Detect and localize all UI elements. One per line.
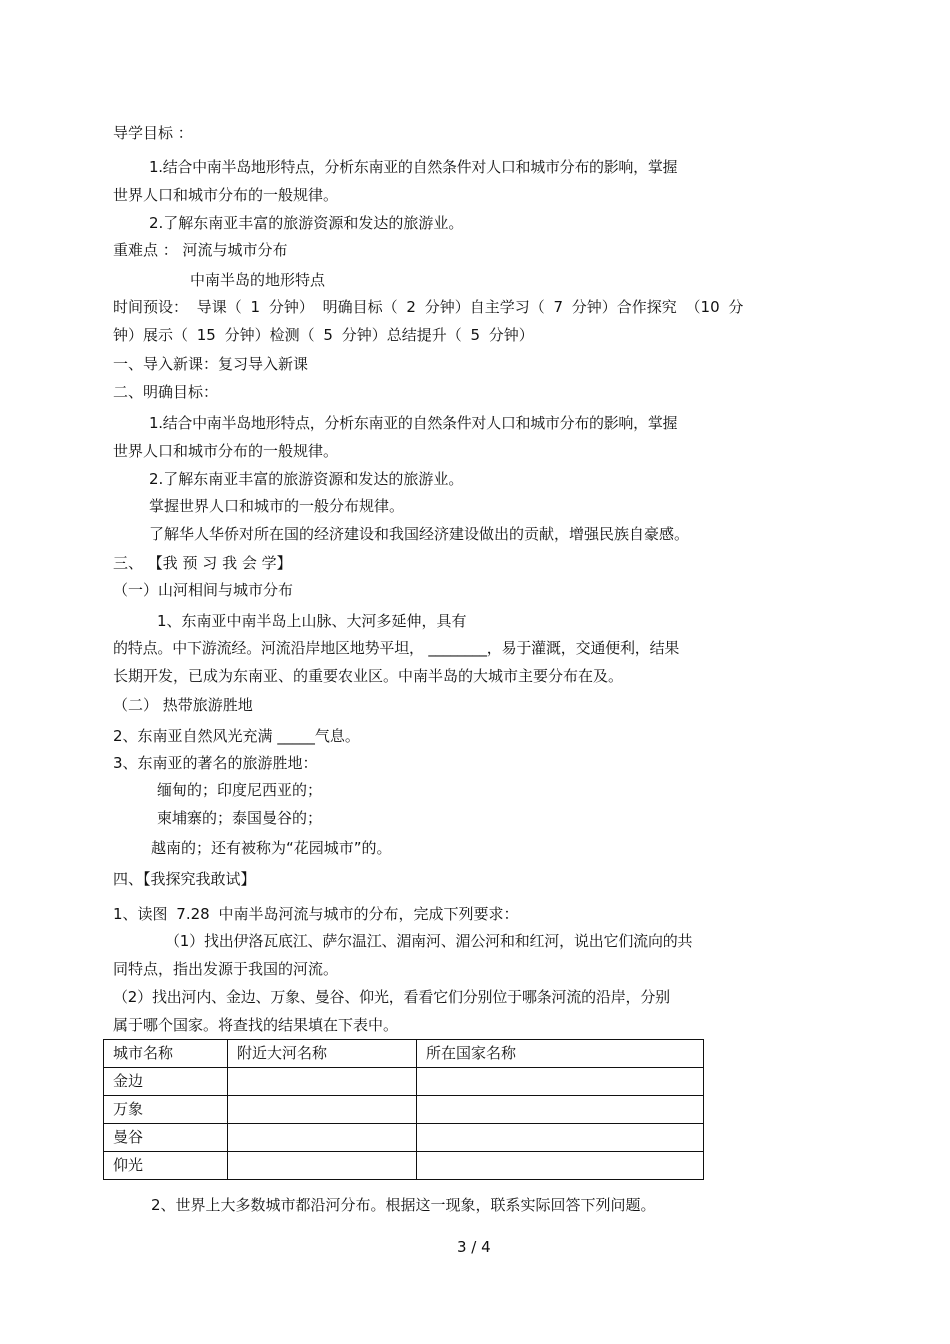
city-cell: 仰光	[104, 1152, 228, 1180]
river-cell[interactable]	[228, 1068, 417, 1096]
table-row	[104, 1152, 704, 1180]
country-cell[interactable]	[417, 1068, 704, 1096]
city-cell: 万象	[104, 1096, 228, 1124]
question-2: 2、东南亚自然风光充满 _____气息。	[113, 727, 360, 745]
section-2-objective-2: 2.了解东南亚丰富的旅游资源和发达的旅游业。	[149, 470, 464, 488]
explore-task-1-part-1-cont: 同特点，指出发源于我国的河流。	[113, 960, 339, 978]
city-river-table	[103, 1039, 704, 1180]
heading-guide-objectives: 导学目标 ：	[113, 124, 193, 142]
explore-task-1-part-1: （1）找出伊洛瓦底江、萨尔温江、湄南河、湄公河和和红河，说出它们流向的共	[165, 932, 693, 950]
subsection-1-title: （一）山河相间与城市分布	[113, 581, 294, 599]
objective-2: 2.了解东南亚丰富的旅游资源和发达的旅游业。	[149, 214, 464, 232]
table-row	[104, 1124, 704, 1152]
explore-task-1: 1、读图 7.28 中南半岛河流与城市的分布，完成下列要求：	[113, 905, 519, 923]
explore-task-1-part-2: （2）找出河内、金边、万象、曼谷、仰光，看看它们分别位于哪条河流的沿岸，分别	[113, 988, 670, 1006]
section-1-intro: 一、导入新课：复习导入新课	[113, 355, 309, 373]
explore-task-1-part-2-cont: 属于哪个国家。将查找的结果填在下表中。	[113, 1016, 399, 1034]
subsection-2-title: （二） 热带旅游胜地	[113, 696, 253, 714]
objective-1-cont: 世界人口和城市分布的一般规律。	[113, 186, 339, 204]
explore-task-2: 2、世界上大多数城市都沿河分布。根据这一现象，联系实际回答下列问题。	[151, 1196, 656, 1214]
river-cell[interactable]	[228, 1152, 417, 1180]
question-1-cont-2: 长期开发，已成为东南亚、的重要农业区。中南半岛的大城市主要分布在及。	[113, 667, 624, 685]
section-2-objective-1-cont: 世界人口和城市分布的一般规律。	[113, 442, 339, 460]
country-cell[interactable]	[417, 1152, 704, 1180]
river-cell[interactable]	[228, 1124, 417, 1152]
header-city-name: 城市名称	[104, 1040, 228, 1068]
page-number: 3 / 4	[457, 1238, 491, 1256]
city-cell: 曼谷	[104, 1124, 228, 1152]
header-river-name: 附近大河名称	[228, 1040, 417, 1068]
country-cell[interactable]	[417, 1124, 704, 1152]
section-2-objective-4: 了解华人华侨对所在国的经济建设和我国经济建设做出的贡献，增强民族自豪感。	[149, 525, 690, 543]
time-plan-cont: 钟）展示（ 15 分钟）检测（ 5 分钟）总结提升（ 5 分钟）	[113, 326, 534, 344]
question-1: 1、东南亚中南半岛上山脉、大河多延伸，具有	[157, 612, 467, 630]
key-points: 重难点 ： 河流与城市分布	[113, 241, 288, 259]
section-2-objective-1: 1.结合中南半岛地形特点，分析东南亚的自然条件对人口和城市分布的影响，掌握	[149, 414, 678, 432]
section-4-explore: 四、【我探究我敢试】	[113, 870, 256, 888]
question-3-item-3: 越南的；还有被称为“花园城市”的。	[151, 839, 392, 857]
question-3: 3、东南亚的著名的旅游胜地：	[113, 754, 318, 772]
river-cell[interactable]	[228, 1096, 417, 1124]
question-3-item-1: 缅甸的；印度尼西亚的；	[157, 781, 323, 799]
objective-1: 1.结合中南半岛地形特点，分析东南亚的自然条件对人口和城市分布的影响，掌握	[149, 158, 678, 176]
table-row	[104, 1068, 704, 1096]
header-country-name: 所在国家名称	[417, 1040, 704, 1068]
section-2-objective-3: 掌握世界人口和城市的一般分布规律。	[149, 497, 405, 515]
table-header-row	[104, 1040, 704, 1068]
question-3-item-2: 柬埔寨的；泰国曼谷的；	[157, 809, 323, 827]
city-cell: 金边	[104, 1068, 228, 1096]
country-cell[interactable]	[417, 1096, 704, 1124]
question-1-cont: 的特点。中下游流经。河流沿岸地区地势平坦， ________，易于灌溉，交通便利，结果	[113, 639, 680, 657]
section-3-preview: 三、 【我 预 习 我 会 学】	[113, 554, 292, 572]
table-row	[104, 1096, 704, 1124]
section-2-objectives: 二、明确目标：	[113, 383, 219, 401]
time-plan: 时间预设： 导课（ 1 分钟） 明确目标（ 2 分钟）自主学习（ 7 分钟）合作探究 （10 分	[113, 298, 744, 316]
key-points-2: 中南半岛的地形特点	[190, 271, 326, 289]
